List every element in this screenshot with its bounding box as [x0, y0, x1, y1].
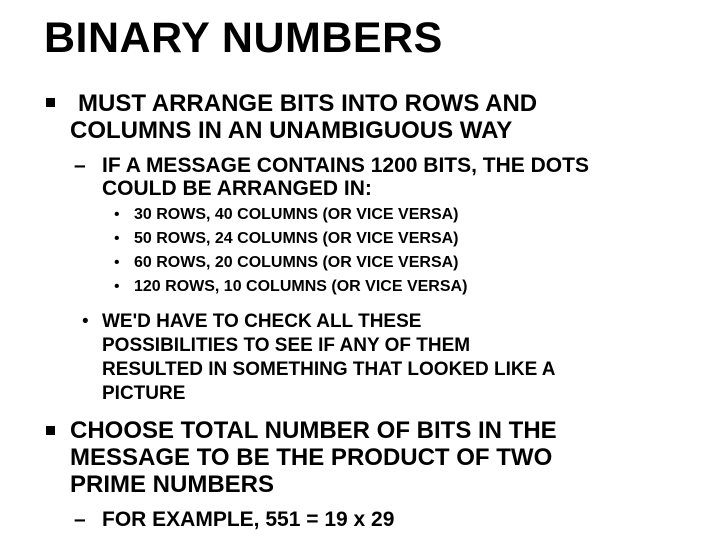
- bullet-dot-icon: •: [82, 311, 89, 332]
- dash-marker: –: [74, 508, 86, 531]
- bullet-dot-icon: •: [114, 230, 120, 247]
- square-bullet-icon: [46, 98, 55, 107]
- bullet-1-text: [70, 90, 537, 144]
- note-line-4: PICTURE: [102, 383, 186, 404]
- bullet-2-line-2: MESSAGE TO BE THE PRODUCT OF TWO: [70, 444, 553, 471]
- sub-bullet-1-text: [102, 154, 589, 200]
- bullet-dot-icon: •: [114, 254, 120, 271]
- bullet-2-text: [70, 417, 557, 498]
- bullet-2-line-1: CHOOSE TOTAL NUMBER OF BITS IN THE: [70, 417, 557, 444]
- page-title: BINARY NUMBERS: [44, 14, 443, 62]
- sub-bullet-2-line-1: FOR EXAMPLE, 551 = 19 x 29: [102, 508, 395, 531]
- bullet-2-line-3: PRIME NUMBERS: [70, 471, 275, 498]
- list-item-text: 50 ROWS, 24 COLUMNS (OR VICE VERSA): [134, 230, 459, 247]
- bullet-1-line-2: COLUMNS IN AN UNAMBIGUOUS WAY: [70, 117, 513, 144]
- bullet-1-line-1: MUST ARRANGE BITS INTO ROWS AND: [78, 90, 538, 117]
- bullet-dot-icon: •: [114, 278, 120, 295]
- square-bullet-icon: [46, 426, 55, 435]
- note-line-2: POSSIBILITIES TO SEE IF ANY OF THEM: [102, 335, 471, 356]
- dash-marker: –: [74, 154, 86, 177]
- bullet-dot-icon: •: [114, 206, 120, 223]
- list-item-text: 120 ROWS, 10 COLUMNS (OR VICE VERSA): [134, 278, 468, 295]
- note-line-3: RESULTED IN SOMETHING THAT LOOKED LIKE A: [102, 359, 556, 380]
- sub-bullet-2-text: [102, 508, 394, 531]
- note-line-1: WE'D HAVE TO CHECK ALL THESE: [102, 311, 422, 332]
- note-text: [102, 310, 556, 406]
- sub-bullet-1-line-1: IF A MESSAGE CONTAINS 1200 BITS, THE DOTS: [102, 154, 589, 177]
- list-item-text: 30 ROWS, 40 COLUMNS (OR VICE VERSA): [134, 206, 459, 223]
- list-item-text: 60 ROWS, 20 COLUMNS (OR VICE VERSA): [134, 254, 459, 271]
- sub-bullet-1-line-2: COULD BE ARRANGED IN:: [102, 177, 372, 200]
